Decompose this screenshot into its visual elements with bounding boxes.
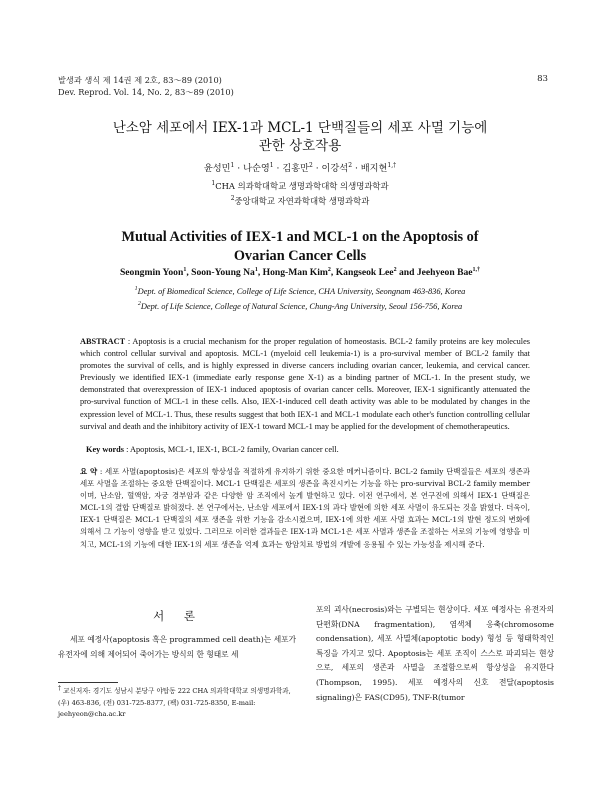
author-sup: 1 [230, 161, 235, 169]
journal-citation-english: Dev. Reprod. Vol. 14, No. 2, 83～89 (2010) [58, 87, 234, 97]
author-separator: and [396, 267, 417, 278]
corresponding-author-footnote [58, 686, 296, 721]
author-name: Kangseok Lee [335, 267, 394, 278]
author-sup: 1,† [387, 161, 397, 169]
affiliation-text: 중앙대학교 자연과학대학 생명과학과 [234, 196, 370, 206]
footnote-text: 교신저자: 경기도 성남시 분당구 야탑동 222 CHA 의과학대학교 의생명과학과, (우) 463-836, (전) 031-725-8377, (팩) 031-725-8350, E-mail: jeehyeon@cha.ac.kr [58, 687, 291, 719]
korean-title-line1: 난소암 세포에서 IEX-1과 MCL-1 단백질들의 세포 사멸 기능에 [112, 120, 488, 136]
author-name: 배지현 [360, 163, 388, 174]
footnote-marker: † [58, 684, 61, 692]
author-separator: · [237, 163, 241, 174]
author-name: 나순영 [243, 163, 270, 174]
abstract-text: : Apoptosis is a crucial mechanism for the proper regulation of homeostasis. BCL-2 family proteins are key molecules which control cellular survival and apoptosis. MCL-1 (myeloid cell leukemia-1) is a pro-survival member of BCL-2 family that promotes the survival of cells, and is highly expressed in diverse cancers including ovarian cancer, leukemia, and cervical cancer. Previously we identified IEX-1 (immediate early response gene X-1) as a binding partner of MCL-1. In the present study, we demonstrated that overexpression of IEX-1 induced apoptosis of ovarian cancer cells. Moreover, IEX-1 significantly attenuated the pro-survival function of MCL-1 in these cells. Also, IEX-1-induced cell death activity was able to be modulated by changes in the expression level of MCL-1. Thus, these results suggest that both IEX-1 and MCL-1 modulate each other's function controlling cellular survival and death and the inhibitory activity of IEX-1 toward MCL-1 may be applied for the development of chemotherapeutics. [80, 337, 530, 431]
korean-affiliation-2 [40, 195, 560, 207]
author-sup: 2 [348, 161, 353, 169]
author-sup: 1 [183, 266, 187, 273]
korean-abstract [80, 466, 530, 551]
korean-title-line2: 관한 상호작용 [258, 138, 342, 154]
abstract-label: ABSTRACT [80, 337, 126, 346]
affiliation-sup: 2 [137, 301, 141, 308]
affiliation-sup: 2 [230, 195, 235, 203]
author-separator: · [276, 163, 280, 174]
author-name: Seongmin Yoon [119, 267, 184, 278]
page-number: 83 [537, 74, 548, 84]
affiliation-text: Dept. of Life Science, College of Natural Science, Chung-Ang University, Seoul 156-756, Korea [140, 302, 463, 311]
english-authors [30, 267, 570, 278]
korean-abstract-text: : 세포 사멸(apoptosis)은 세포의 항상성을 적절하게 유지하기 위한 중요한 메커니즘이다. BCL-2 family 단백질들은 세포의 생존과 세포 사멸을 조절하는 중요한 단백질이다. MCL-1 단백질은 세포의 생존을 촉진시키는 기능을 하는 pro-survival BCL-2 family member이며, 난소암, 혈액암, 자궁 경부암과 같은 다양한 암 조직에서 높게 발현하고 있다. 이전 연구에서, 본 연구진에 의해서 IEX-1 단백질은 MCL-1의 결합 단백질로 밝혀졌다. 본 연구에서는, 난소암 세포에서 IEX-1의 과다 발현에 의한 세포 사멸이 유도되는 것을 밝혔다. 더욱이, IEX-1 단백질은 MCL-1 단백질의 세포 생존을 위한 기능을 감소시켰으며, IEX-1에 의한 세포 사멸 효과는 MCL-1의 발현 정도의 변화에 의해서 그 기능이 영향을 받고 있었다. 그러므로 이러한 결과들은 IEX-1과 MCL-1은 세포 사멸과 생존을 조절하는 서로의 기능에 영향을 미치고, MCL-1의 기능에 대한 IEX-1의 세포 생존을 억제 효과는 항암치료 방법의 개발에 응용될 수 있는 가능성을 제시해 준다. [80, 467, 530, 549]
author-sup: 1,† [472, 266, 481, 273]
author-separator: , [186, 267, 192, 278]
korean-abstract-label: 요 약 [80, 467, 98, 476]
korean-affiliation-1 [40, 180, 560, 192]
affiliation-sup: 1 [134, 286, 138, 293]
english-title-line2: Ovarian Cancer Cells [233, 248, 367, 264]
english-affiliation-2 [30, 302, 570, 311]
korean-authors [40, 160, 560, 174]
korean-title [40, 119, 560, 155]
introduction-heading: 서 론 [153, 609, 203, 623]
introduction-left-column: 세포 예정사(apoptosis 혹은 programmed cell death)는 세포가 유전자에 의해 제어되어 죽어가는 방식의 한 형태로 세 [58, 635, 296, 659]
english-title [40, 228, 560, 266]
affiliation-sup: 1 [211, 180, 216, 188]
author-separator: , [257, 267, 263, 278]
keywords-label: Key words [86, 445, 125, 454]
affiliation-text: Dept. of Biomedical Science, College of Life Science, CHA University, Seongnam 463-836, Korea [137, 287, 466, 296]
author-sup: 1 [269, 161, 274, 169]
author-name: Soon-Young Na [191, 267, 255, 278]
author-name: Jeehyeon Bae [416, 267, 473, 278]
author-sup: 2 [327, 266, 331, 273]
author-name: 이강석 [321, 163, 349, 174]
english-affiliation-1 [30, 287, 570, 296]
footnote-divider [58, 682, 118, 683]
author-separator: · [354, 163, 358, 174]
introduction-right-column: 포의 괴사(necrosis)와는 구별되는 현상이다. 세포 예정사는 유전자의 단편화(DNA fragmentation), 염색체 응축(chromosome condensation), 세포 사멸체(apoptotic body) 형성 등 형태학적인 특징을 가지고 있다. Apoptosis는 세포 조직이 스스로 파괴되는 현상으로, 세포의 생존과 사멸을 조절함으로써 항상성을 유지한다(Thompson, 1995). 세포 예정사의 신호 전달(apoptosis signaling)은 FAS(CD95), TNF-R(tumor [316, 605, 554, 702]
english-title-line1: Mutual Activities of IEX-1 and MCL-1 on the Apoptosis of [121, 229, 479, 245]
keywords-text: : Apoptosis, MCL-1, IEX-1, BCL-2 family, Ovarian cancer cell. [126, 445, 339, 454]
affiliation-text: CHA 의과학대학교 생명과학대학 의생명과학과 [215, 181, 389, 191]
author-sup: 2 [308, 161, 313, 169]
keywords [86, 445, 526, 454]
author-name: 김홍만 [282, 163, 309, 174]
author-sup: 1 [254, 266, 258, 273]
author-separator: · [315, 163, 319, 174]
author-separator: , [330, 267, 336, 278]
journal-citation-korean: 발생과 생식 제 14권 제 2호, 83～89 (2010) [58, 75, 222, 85]
journal-citation [58, 74, 234, 98]
author-name: Hong-Man Kim [262, 267, 328, 278]
author-sup: 2 [393, 266, 397, 273]
abstract [80, 336, 530, 433]
author-name: 윤성민 [203, 163, 231, 174]
